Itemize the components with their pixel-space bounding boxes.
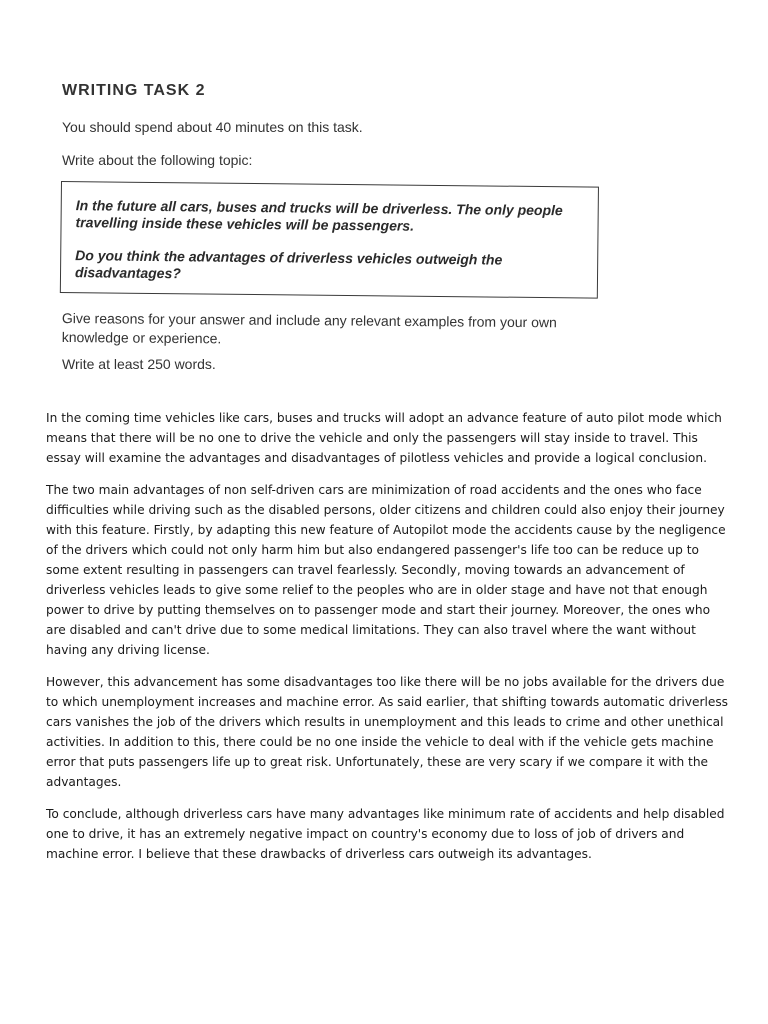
essay-paragraph-advantages: The two main advantages of non self-driven cars are minimization of road accidents and the ones who face difficulties while driving such as the disabled persons, older citizens and children could also enjoy their journey with this feature. Firstly, by adapting this new feature of Autopilot mode the accidents cause by the negligence of the drivers which could not only harm him but also endangered passenger's life too can be reduce up to some extent resulting in passengers can travel fearlessly. Secondly, moving towards an advancement of driverless vehicles leads to give some relief to the peoples who are in older stage and have not that enough power to drive by putting themselves on to passenger mode and start their journey. Moreover, the ones who are disabled and can't drive due to some medical limitations. They can also travel where the want without having any driving license.	[46, 483, 726, 657]
topic-question: Do you think the advantages of driverless vehicles outweigh the disadvantages?	[74, 247, 503, 282]
essay-paragraph-intro: In the coming time vehicles like cars, buses and trucks will adopt an advance feature of auto pilot mode which means that there will be no one to drive the vehicle and only the passengers will stay inside to travel. This essay will examine the advantages and disadvantages of pilotless vehicles and provide a logical conclusion.	[46, 411, 722, 465]
topic-intro: Write about the following topic:	[62, 152, 253, 168]
essay-paragraph-conclusion: To conclude, although driverless cars have many advantages like minimum rate of accidents and help disabled one to drive, it has an extremely negative impact on country's economy due to loss of job of drivers and machine error. I believe that these drawbacks of driverless cars outweigh its advantages.	[46, 807, 725, 861]
reasons-instruction: Give reasons for your answer and include any relevant examples from your own knowledge or experience.	[61, 309, 557, 347]
time-instruction: You should spend about 40 minutes on this task.	[62, 119, 363, 135]
topic-box	[60, 181, 599, 299]
essay-paragraph-disadvantages: However, this advancement has some disadvantages too like there will be no jobs available for the drivers due to which unemployment increases and machine error. As said earlier, that shifting towards automatic driverless cars vanishes the job of the drivers which results in unemployment and this leads to crime and other unethical activities. In addition to this, there could be no one inside the vehicle to deal with if the vehicle gets machine error that puts passengers life up to great risk. Unfortunately, these are very scary if we compare it with the advantages.	[46, 675, 729, 789]
word-limit: Write at least 250 words.	[62, 356, 216, 372]
essay-body	[46, 408, 730, 876]
topic-statement: In the future all cars, buses and trucks will be driverless. The only people travelling inside these vehicles will be passengers.	[75, 197, 563, 234]
task-title: WRITING TASK 2	[62, 82, 206, 99]
